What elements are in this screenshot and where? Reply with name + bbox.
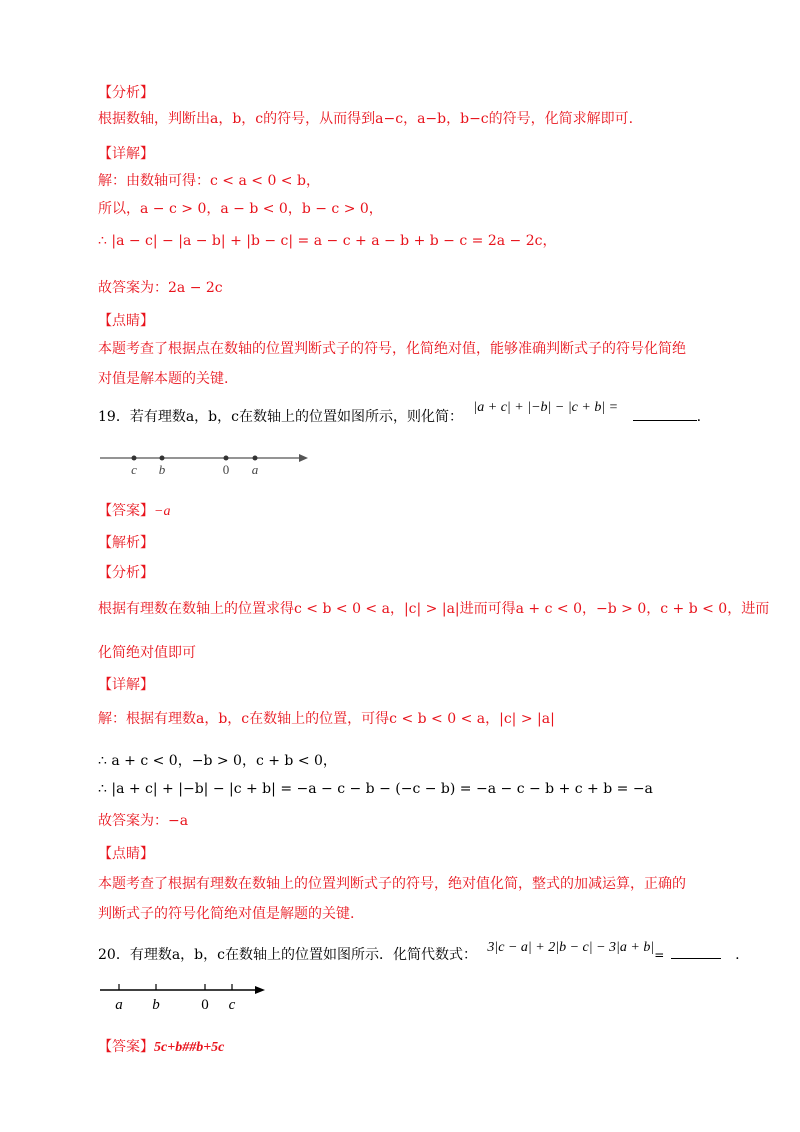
explain-heading: 【解析】 — [98, 535, 154, 551]
answer-blank — [671, 958, 721, 959]
answer-19 — [98, 500, 170, 520]
comment-heading: 【点睛】 — [98, 313, 154, 329]
label-b: b — [152, 997, 160, 1013]
detail-line: 所以，a − c > 0，a − b < 0，b − c > 0， — [98, 201, 383, 217]
answer-prefix: 【答案】 — [98, 503, 154, 519]
comment-text: 本题考查了根据点在数轴的位置判断式子的符号，化简绝对值，能够准确判断式子的符号化简绝 — [98, 341, 686, 357]
question-expression: |a + c| + |−b| − |c + b| = — [473, 400, 619, 415]
end-punct: . — [735, 947, 740, 963]
point-0 — [224, 456, 229, 461]
detail-line: 解：根据有理数a，b，c在数轴上的位置，可得c < b < 0 < a，|c| > |a| — [98, 711, 555, 727]
detail-line: 解：由数轴可得：c < a < 0 < b， — [98, 173, 320, 189]
detail-heading: 【详解】 — [98, 677, 154, 693]
detail-line: ∴ |a − c| − |a − b| + |b − c| = a − c + a − b + b − c = 2a − 2c， — [98, 233, 557, 249]
question-20 — [98, 940, 740, 964]
analysis-text: 化简绝对值即可 — [98, 645, 196, 661]
axis-arrow — [255, 986, 265, 994]
answer-value: 5c+b##b+5c — [154, 1040, 225, 1055]
detail-line: ∴ |a + c| + |−b| − |c + b| = −a − c − b − (−c − b) = −a − c − b + c + b = −a — [98, 781, 653, 797]
question-expression: 3|c − a| + 2|b − c| − 3|a + b| — [487, 940, 655, 955]
point-b — [160, 456, 165, 461]
comment-heading: 【点睛】 — [98, 846, 154, 862]
label-c: c — [131, 462, 137, 477]
label-c: c — [228, 997, 236, 1013]
question-text: 20．有理数a，b，c在数轴上的位置如图所示．化简代数式： — [98, 947, 477, 963]
label-0: 0 — [201, 997, 209, 1013]
number-line-20 — [98, 980, 270, 1014]
axis-arrow — [299, 454, 308, 462]
answer-prefix: 【答案】 — [98, 1039, 154, 1055]
label-b: b — [158, 462, 166, 477]
analysis-text: 根据有理数在数轴上的位置求得c < b < 0 < a，|c| > |a|进而可得a + c < 0，−b > 0，c + b < 0，进而 — [98, 601, 770, 617]
analysis-heading: 【分析】 — [98, 85, 154, 101]
comment-text: 对值是解本题的关键. — [98, 371, 229, 387]
number-line-19 — [98, 448, 313, 478]
label-0: 0 — [222, 462, 230, 477]
detail-heading: 【详解】 — [98, 146, 154, 162]
answer-20 — [98, 1036, 224, 1056]
point-a — [253, 456, 258, 461]
label-a: a — [251, 462, 259, 477]
answer-value: −a — [154, 504, 171, 519]
answer-line: 故答案为：−a — [98, 813, 189, 829]
comment-text: 本题考查了根据有理数在数轴上的位置判断式子的符号，绝对值化简，整式的加减运算，正确的 — [98, 876, 686, 892]
answer-line: 故答案为：2a − 2c — [98, 280, 223, 296]
analysis-text: 根据数轴，判断出a，b，c的符号，从而得到a−c，a−b，b−c的符号，化简求解即可. — [98, 111, 634, 127]
answer-blank — [633, 420, 697, 421]
point-c — [132, 456, 137, 461]
detail-line: ∴ a + c < 0，−b > 0，c + b < 0， — [98, 753, 337, 769]
analysis-heading: 【分析】 — [98, 565, 154, 581]
question-19 — [98, 400, 702, 426]
equals-sign: = — [654, 948, 665, 962]
question-text: 19．若有理数a，b，c在数轴上的位置如图所示，则化简： — [98, 409, 463, 425]
end-punct: . — [696, 409, 702, 425]
label-a: a — [115, 997, 123, 1013]
comment-text: 判断式子的符号化简绝对值是解题的关键. — [98, 906, 355, 922]
